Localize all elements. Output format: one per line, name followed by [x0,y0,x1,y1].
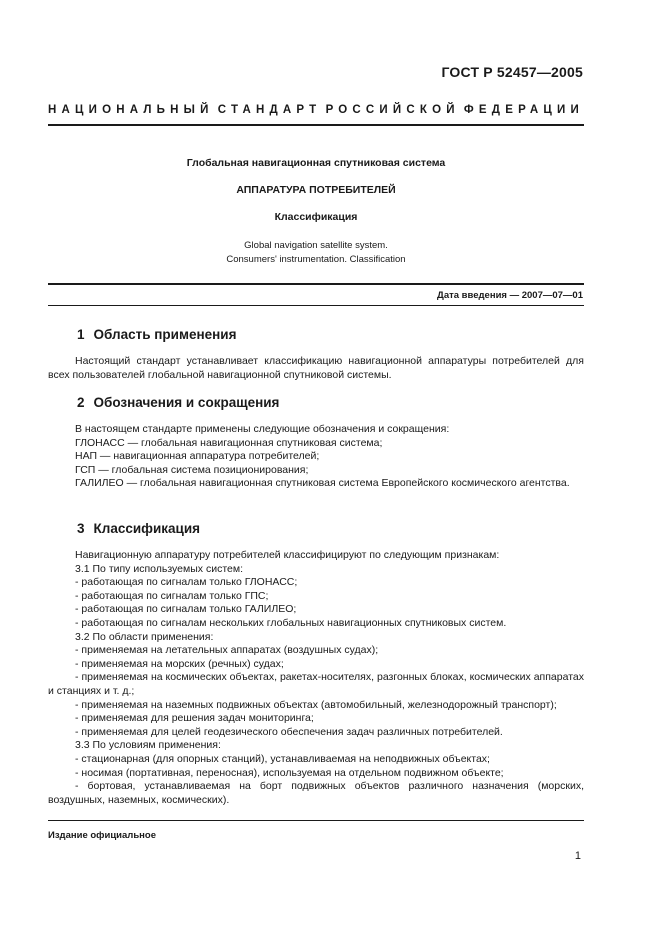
banner-word: РОССИЙСКОЙ [325,104,460,116]
abbreviation-item: НАП — навигационная аппаратура потребителей; [75,450,320,463]
list-item: - работающая по сигналам только ГПС; [75,589,269,602]
list-item: - применяемая на наземных подвижных объектах (автомобильный, железнодорожный транспорт); [75,698,557,711]
list-item: - работающая по сигналам только ГАЛИЛЕО; [75,603,297,616]
section-3-body [48,549,584,807]
title-system: Глобальная навигационная спутниковая система [186,157,446,169]
section-3-heading [77,521,200,536]
date-divider [48,305,584,306]
section-2-heading [77,395,279,410]
section-title: Классификация [93,521,201,536]
list-item: - работающая по сигналам только ГЛОНАСС; [75,576,298,589]
gost-number: ГОСТ Р 52457—2005 [441,64,583,80]
banner-word: НАЦИОНАЛЬНЫЙ [48,104,214,116]
list-item: - применяемая для решения задач мониторинга; [75,712,314,725]
section-2-body [48,423,584,491]
footer-divider [48,820,584,821]
list-item: - применяемая на морских (речных) судах; [75,657,284,670]
list-item: - применяемая для целей геодезического обеспечения задач различных потребителей. [75,725,503,738]
standard-banner [48,104,584,116]
banner-word: ФЕДЕРАЦИИ [463,104,584,116]
title-english-2: Consumers' instrumentation. Classification [226,254,406,265]
edition-note: Издание официальное [48,830,156,841]
paragraph: Настоящий стандарт устанавливает классификацию навигационной аппаратуры потребителей для всех пользователей глобальной навигационной спутниковой системы. [48,355,584,381]
section-title: Область применения [93,327,237,342]
section-number: 1 [77,327,85,342]
section-1-body [48,355,584,382]
abbreviation-item: ГСП — глобальная система позиционирования; [75,463,309,476]
section-title: Обозначения и сокращения [93,395,280,410]
list-item: - работающая по сигналам нескольких глобальных навигационных спутниковых систем. [75,616,507,629]
subsection-heading: 3.3 По условиям применения: [75,739,221,752]
list-item: - бортовая, устанавливаемая на борт подвижных объектов различного назначения (морских, воздушных, наземных, космических). [48,780,584,806]
title-classification: Классификация [274,211,358,223]
list-item: - применяемая на летательных аппаратах (воздушных судах); [75,644,379,657]
introduction-date: Дата введения — 2007—07—01 [437,290,583,301]
list-item: - носимая (портативная, переносная), используемая на отдельном подвижном объекте; [75,766,504,779]
page-number: 1 [574,850,581,862]
title-main: АППАРАТУРА ПОТРЕБИТЕЛЕЙ [236,184,396,196]
section-number: 3 [77,521,85,536]
list-item: - применяемая на космических объектах, ракетах-носителях, разгонных блоках, космических аппаратах и станциях и т. д.; [48,671,584,697]
paragraph: Навигационную аппаратуру потребителей классифицируют по следующим признакам: [75,549,500,561]
abbreviation-item: ГАЛИЛЕО — глобальная навигационная спутниковая система Европейского космического агентства. [75,477,570,490]
title-divider [48,283,584,285]
section-number: 2 [77,395,85,410]
banner-word: СТАНДАРТ [217,104,322,116]
list-item: - стационарная (для опорных станций), устанавливаемая на неподвижных объектах; [75,752,490,765]
subsection-heading: 3.1 По типу используемых систем: [75,562,243,575]
title-english-1: Global navigation satellite system. [244,240,388,251]
abbreviation-item: ГЛОНАСС — глобальная навигационная спутниковая система; [75,436,383,449]
paragraph: В настоящем стандарте применены следующие обозначения и сокращения: [75,423,450,435]
subsection-heading: 3.2 По области применения: [75,630,214,643]
top-divider [48,124,584,126]
section-1-heading [77,327,236,342]
